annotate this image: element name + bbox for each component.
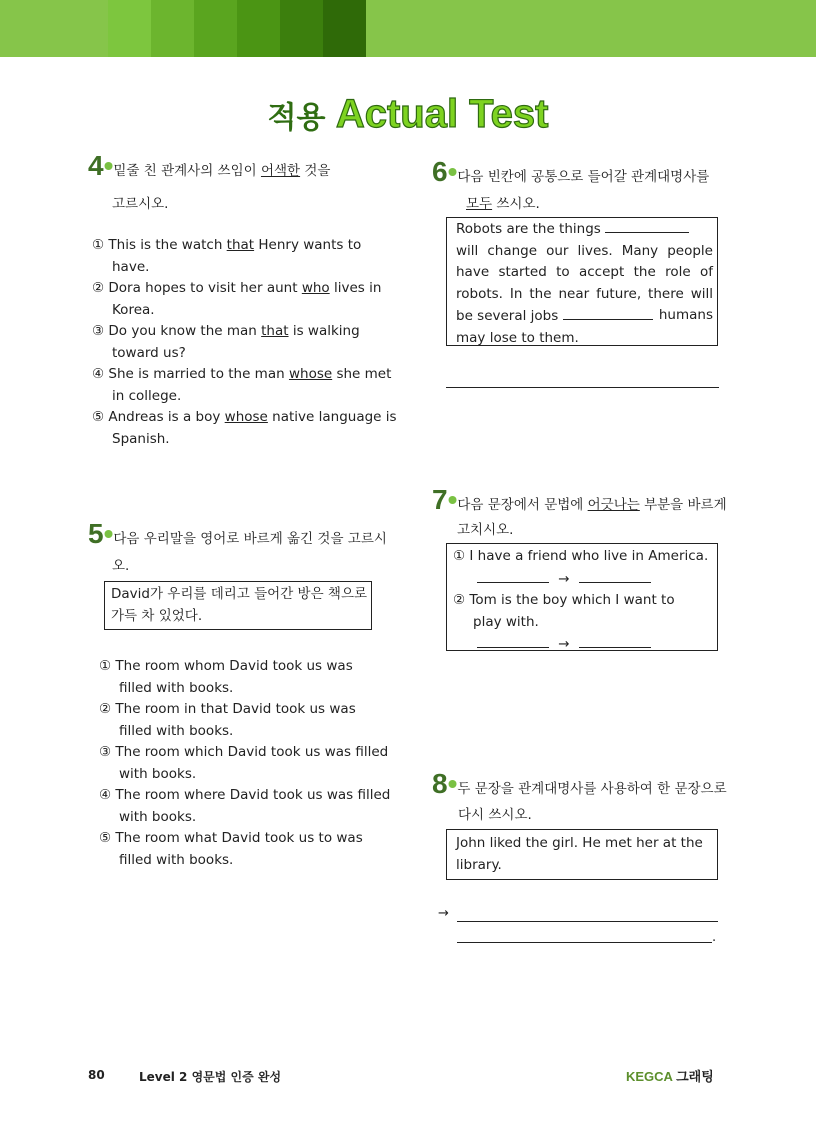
q7-answer-row-1: → — [453, 568, 711, 591]
band-block-3 — [194, 0, 237, 57]
q7-number: 7• — [432, 484, 458, 515]
q6-prompt-line-1: 6•다음 빈칸에 공통으로 들어갈 관계대명사를 — [432, 156, 710, 187]
q7-blank-2b — [579, 633, 651, 648]
title-korean: 적용 — [267, 100, 326, 136]
q4-option-1: ① This is the watch that Henry wants to have. — [92, 237, 362, 275]
q5-options — [99, 656, 389, 871]
q4-option-3: ③ Do you know the man that is walking toward us? — [92, 323, 360, 361]
q8-number: 8• — [432, 768, 458, 799]
q7-prompt-line-2: 고치시오. — [457, 522, 514, 538]
band-block-2 — [151, 0, 194, 57]
q5-option-2: ② The room in that David took us was filled with books. — [99, 701, 356, 739]
q4-prompt-line-2: 고르시오. — [112, 196, 169, 212]
q7-blank-1a — [477, 568, 549, 583]
q4-option-4: ④ She is married to the man whose she met in college. — [92, 366, 392, 404]
q5-prompt-line-1: 5•다음 우리말을 영어로 바르게 옮긴 것을 고르시 — [88, 518, 387, 549]
q4-options — [92, 235, 397, 450]
q7-blank-2a — [477, 633, 549, 648]
question-4 — [88, 152, 388, 183]
q8-prompt-line-2: 다시 쓰시오. — [458, 807, 532, 823]
q4-option-2: ② Dora hopes to visit her aunt who lives in Korea. — [92, 280, 382, 318]
band-block-5 — [280, 0, 323, 57]
q7-prompt-line-1: 7•다음 문장에서 문법에 어긋나는 부분을 바르게 — [432, 484, 727, 515]
header-band — [0, 0, 816, 57]
band-block-6 — [323, 0, 366, 57]
q4-option-5: ⑤ Andreas is a boy whose native language is Spanish. — [92, 409, 397, 447]
q4-number: 4• — [88, 150, 114, 181]
page-number: 80 — [88, 1068, 105, 1082]
q5-number: 5• — [88, 518, 114, 549]
q6-passage-box: Robots are the things will change our lives. Many people have started to accept the role of robots. In the near future, there will be several jobs humans may lose to them. — [446, 217, 718, 346]
q7-blank-1b — [579, 568, 651, 583]
q5-option-5: ⑤ The room what David took us to was filled with books. — [99, 830, 363, 868]
q6-answer-line — [446, 387, 719, 388]
q6-number: 6• — [432, 156, 458, 187]
q7-box: ① I have a friend who live in America. → ② Tom is the boy which I want to play with. → — [446, 543, 718, 651]
publisher-logo: KEGCA 그래팅 — [626, 1069, 714, 1084]
q8-box: John liked the girl. He met her at the library. — [446, 829, 718, 880]
band-block-1 — [108, 0, 151, 57]
q6-blank-1 — [605, 218, 689, 233]
q8-answer-period: . — [712, 930, 717, 945]
q5-prompt-line-2: 오. — [112, 558, 130, 574]
title-english: Actual Test — [335, 92, 549, 136]
q7-answer-row-2: → — [453, 633, 711, 656]
q5-option-1: ① The room whom David took us was filled with books. — [99, 658, 353, 696]
q8-prompt-line-1: 8•두 문장을 관계대명사를 사용하여 한 문장으로 — [432, 768, 727, 799]
band-block-4 — [237, 0, 280, 57]
band-block-7 — [366, 0, 408, 57]
q8-answer-line-2 — [457, 942, 712, 943]
q5-option-3: ③ The room which David took us was filled with books. — [99, 744, 389, 782]
q8-answer-line-1 — [457, 921, 718, 922]
page-title — [0, 92, 816, 137]
book-title: Level 2 영문법 인증 완성 — [139, 1070, 282, 1084]
q5-option-4: ④ The room where David took us was filled with books. — [99, 787, 391, 825]
q5-korean-box: David가 우리를 데리고 들어간 방은 책으로 가득 차 있었다. — [104, 581, 372, 630]
q6-prompt-line-2: 모두 쓰시오. — [466, 196, 540, 212]
q8-answer-arrow: → — [438, 906, 449, 921]
q6-blank-2 — [563, 305, 653, 320]
q4-prompt-line-1: 4•밑줄 친 관계사의 쓰임이 어색한 것을 — [88, 150, 331, 181]
